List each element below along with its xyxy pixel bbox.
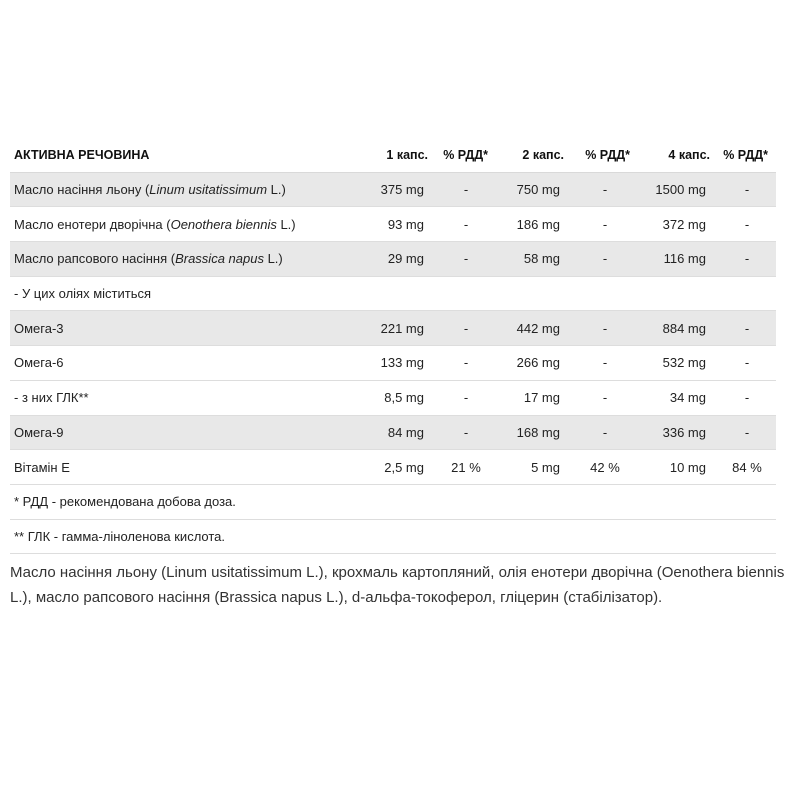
ingredient-name: Омега-6 bbox=[14, 355, 64, 371]
rdd-1-caps: - bbox=[463, 424, 469, 440]
header-rdd-4: % РДД* bbox=[723, 147, 768, 162]
rdd-4-caps: - bbox=[744, 424, 750, 440]
amount-1-caps: 133 mg bbox=[380, 355, 424, 371]
rdd-2-caps: - bbox=[602, 320, 608, 336]
ingredient-name: Масло енотери дворічна (Oenothera biennis L.) bbox=[14, 216, 296, 232]
rdd-4-caps: - bbox=[744, 355, 750, 371]
amount-1-caps: 93 mg bbox=[387, 216, 424, 232]
rdd-1-caps: - bbox=[463, 182, 469, 198]
ingredient-name: Вітамін Е bbox=[14, 459, 70, 475]
rdd-4-caps: - bbox=[744, 216, 750, 232]
table-row bbox=[10, 450, 776, 485]
amount-4-caps: 34 mg bbox=[669, 390, 706, 406]
amount-2-caps: 58 mg bbox=[523, 251, 560, 267]
amount-1-caps: 221 mg bbox=[380, 320, 424, 336]
amount-4-caps: 372 mg bbox=[662, 216, 706, 232]
amount-1-caps: 2,5 mg bbox=[384, 459, 424, 475]
rdd-2-caps: 42 % bbox=[590, 459, 620, 475]
rdd-2-caps: - bbox=[602, 390, 608, 406]
ingredient-name: - з них ГЛК** bbox=[14, 390, 89, 406]
rdd-4-caps: - bbox=[744, 182, 750, 198]
ingredient-name: Омега-3 bbox=[14, 320, 64, 336]
amount-2-caps: 750 mg bbox=[516, 182, 560, 198]
header-1-caps: 1 капс. bbox=[386, 147, 428, 162]
ingredient-name: Масло насіння льону (Linum usitatissimum L.) bbox=[14, 182, 286, 198]
rdd-1-caps: - bbox=[463, 355, 469, 371]
header-2-caps: 2 капс. bbox=[522, 147, 564, 162]
table-row bbox=[10, 242, 776, 277]
header-rdd-2: % РДД* bbox=[585, 147, 630, 162]
amount-2-caps: 186 mg bbox=[516, 216, 560, 232]
footnote-row bbox=[10, 484, 776, 519]
table-row bbox=[10, 311, 776, 346]
footnote-rdd: * РДД - рекомендована добова доза. bbox=[14, 494, 236, 510]
table-header-row bbox=[10, 138, 776, 172]
rdd-2-caps: - bbox=[602, 182, 608, 198]
amount-2-caps: 168 mg bbox=[516, 424, 560, 440]
amount-4-caps: 336 mg bbox=[662, 424, 706, 440]
amount-4-caps: 532 mg bbox=[662, 355, 706, 371]
header-4-caps: 4 капс. bbox=[668, 147, 710, 162]
amount-4-caps: 884 mg bbox=[662, 320, 706, 336]
rdd-4-caps: - bbox=[744, 320, 750, 336]
rdd-2-caps: - bbox=[602, 355, 608, 371]
amount-1-caps: 84 mg bbox=[387, 424, 424, 440]
ingredients-table-container bbox=[10, 138, 776, 554]
table-row bbox=[10, 380, 776, 415]
table-row-note bbox=[10, 276, 776, 311]
amount-4-caps: 116 mg bbox=[663, 251, 706, 267]
header-rdd-1: % РДД* bbox=[443, 147, 488, 162]
amount-1-caps: 8,5 mg bbox=[384, 390, 424, 406]
ingredient-name: Омега-9 bbox=[14, 424, 64, 440]
composition-text: Масло насіння льону (Linum usitatissimum L.), крохмаль картопляний, олія енотери дворічна (Oenothera biennis L.), масло рапсового насіння (Brassica napus L.), d-альфа-токоферол, гліцерин (стабілізатор). bbox=[10, 564, 785, 606]
rdd-1-caps: - bbox=[463, 390, 469, 406]
amount-2-caps: 442 mg bbox=[516, 320, 560, 336]
footnote-row bbox=[10, 519, 776, 554]
ingredients-table bbox=[10, 138, 776, 554]
rdd-2-caps: - bbox=[602, 216, 608, 232]
amount-2-caps: 266 mg bbox=[516, 355, 560, 371]
amount-2-caps: 17 mg bbox=[523, 390, 560, 406]
rdd-4-caps: - bbox=[744, 251, 750, 267]
amount-4-caps: 10 mg bbox=[669, 459, 706, 475]
table-row bbox=[10, 415, 776, 450]
header-active-substance: АКТИВНА РЕЧОВИНА bbox=[14, 147, 150, 162]
rdd-2-caps: - bbox=[602, 251, 608, 267]
table-row bbox=[10, 172, 776, 207]
rdd-1-caps: - bbox=[463, 216, 469, 232]
ingredient-name: Масло рапсового насіння (Brassica napus L.) bbox=[14, 251, 283, 267]
rdd-1-caps: - bbox=[463, 251, 469, 267]
amount-1-caps: 375 mg bbox=[380, 182, 424, 198]
rdd-2-caps: - bbox=[602, 424, 608, 440]
amount-2-caps: 5 mg bbox=[531, 459, 560, 475]
table-row bbox=[10, 346, 776, 381]
amount-1-caps: 29 mg bbox=[387, 251, 424, 267]
rdd-1-caps: 21 % bbox=[451, 459, 481, 475]
oils-contain-note: - У цих оліях міститься bbox=[14, 286, 152, 302]
rdd-4-caps: - bbox=[744, 390, 750, 406]
rdd-4-caps: 84 % bbox=[732, 459, 762, 475]
footnote-glk: ** ГЛК - гамма-ліноленова кислота. bbox=[14, 528, 226, 544]
amount-4-caps: 1500 mg bbox=[655, 182, 706, 198]
rdd-1-caps: - bbox=[463, 320, 469, 336]
table-row bbox=[10, 207, 776, 242]
